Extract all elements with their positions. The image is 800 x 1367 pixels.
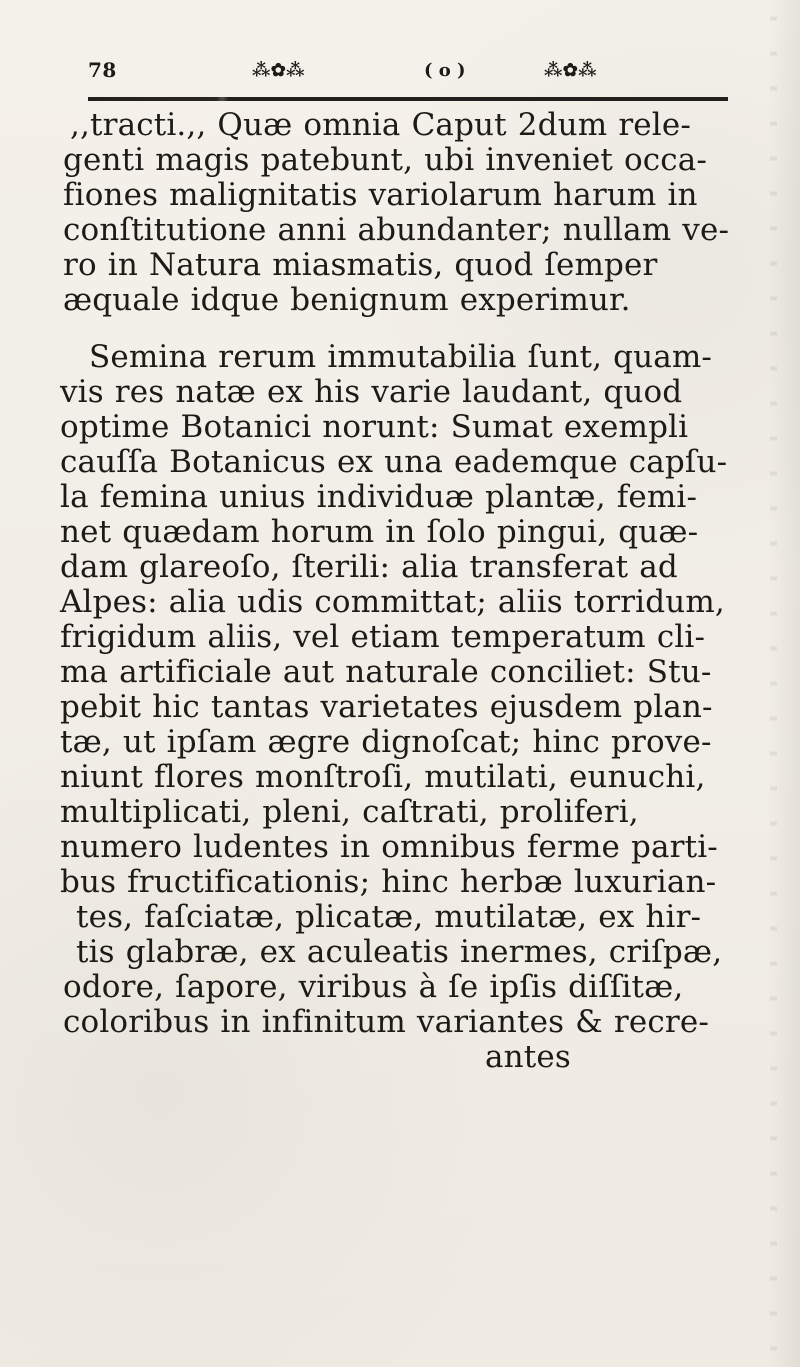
text-line: fiones malignitatis variolarum harum in (63, 177, 698, 213)
text-line: numero ludentes in omnibus ferme parti- (60, 829, 718, 865)
body-text (55, 108, 755, 1075)
page-header (88, 58, 728, 92)
page-number: 78 (88, 58, 117, 82)
text-line: ,,tracti.,, Quæ omnia Caput 2dum rele- (70, 107, 691, 143)
text-line: genti magis patebunt, ubi inveniet occa- (63, 142, 708, 178)
paragraph-gap (55, 318, 755, 340)
text-line: multiplicati, pleni, caſtrati, proliferi, (60, 794, 639, 830)
text-line: Semina rerum immutabilia ſunt, quam- (89, 339, 713, 375)
text-line: niunt flores monſtroſi, mutilati, eunuchi, (60, 759, 706, 795)
text-line: Alpes: alia udis committat; aliis torridum, (60, 584, 725, 620)
text-line: conſtitutione anni abundanter; nullam ve- (63, 212, 730, 248)
text-line: optime Botanici norunt: Sumat exempli (60, 409, 689, 445)
text-line: tis glabræ, ex aculeatis inermes, criſpæ, (76, 934, 723, 970)
text-line: tes, faſciatæ, plicatæ, mutilatæ, ex hir- (76, 899, 702, 935)
header-rule (88, 97, 728, 101)
text-line: coloribus in infinitum variantes & recre- (63, 1004, 709, 1040)
text-line: odore, ſapore, viribus à ſe ipſis diſſitæ, (63, 969, 684, 1005)
text-line: net quædam horum in ſolo pingui, quæ- (60, 514, 699, 550)
text-line: tæ, ut ipſam ægre dignoſcat; hinc prove- (60, 724, 712, 760)
text-line: vis res natæ ex his varie laudant, quod (60, 374, 683, 410)
text-line: frigidum aliis, vel etiam temperatum cli- (60, 619, 706, 655)
text-line: ma artificiale aut naturale conciliet: Stu- (60, 654, 712, 690)
text-line: cauſſa Botanicus ex una eademque capſu- (60, 444, 728, 480)
text-line: dam glareoſo, ſterili: alia transferat ad (60, 549, 678, 585)
margin-specks (770, 0, 777, 1367)
text-line: antes (485, 1039, 571, 1075)
text-line: pebit hic tantas varietates ejusdem plan- (60, 689, 713, 725)
text-line: bus fructificationis; hinc herbæ luxurian- (60, 864, 717, 900)
text-line: æquale idque benignum experimur. (63, 282, 631, 318)
text-line: la femina unius individuæ plantæ, femi- (60, 479, 698, 515)
text-line: ro in Natura miasmatis, quod ſemper (63, 247, 658, 283)
left-ornament: ⁂✿⁂ (252, 60, 305, 81)
header-mark: ( o ) (424, 60, 466, 81)
right-ornament: ⁂✿⁂ (544, 60, 597, 81)
